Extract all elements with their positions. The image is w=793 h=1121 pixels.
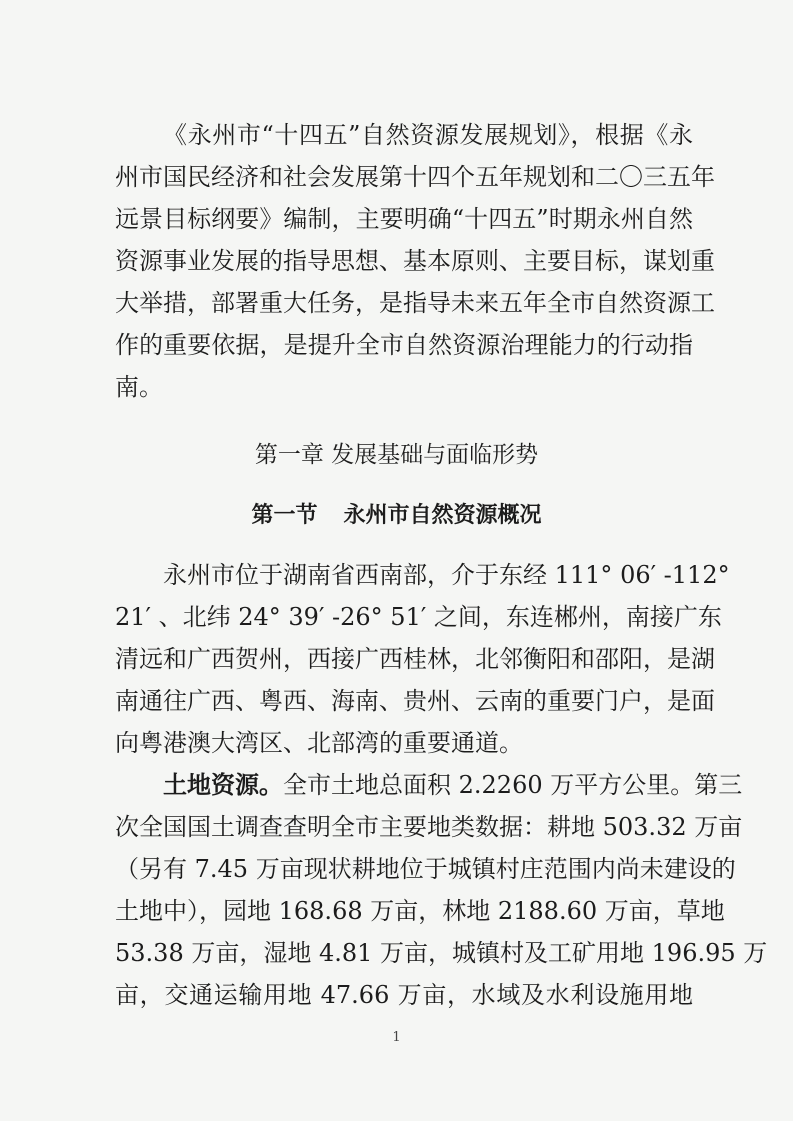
section-heading — [0, 500, 793, 530]
intro-line: 大举措，部署重大任务，是指导未来五年全市自然资源工 — [115, 289, 715, 317]
land-lead: 土地资源。 — [163, 770, 283, 799]
land-line: 亩，交通运输用地 47.66 万亩，水域及水利设施用地 — [115, 981, 693, 1009]
land-line: 53.38 万亩，湿地 4.81 万亩，城镇村及工矿用地 196.95 万 — [115, 939, 768, 967]
land-line: 次全国国土调查查明全市主要地类数据：耕地 503.32 万亩 — [115, 813, 743, 841]
land-line: （另有 7.45 万亩现状耕地位于城镇村庄范围内尚未建设的 — [115, 855, 736, 883]
section-title: 永州市自然资源概况 — [343, 502, 542, 528]
location-line: 向粤港澳大湾区、北部湾的重要通道。 — [115, 729, 523, 757]
intro-line: 作的重要依据，是提升全市自然资源治理能力的行动指 — [115, 331, 693, 359]
location-line: 21′ 、北纬 24° 39′ -26° 51′ 之间，东连郴州，南接广东 — [115, 603, 722, 631]
land-line-first — [163, 770, 743, 800]
intro-line: 南。 — [115, 373, 163, 401]
intro-line: 远景目标纲要》编制，主要明确“十四五”时期永州自然 — [115, 205, 693, 233]
intro-line: 资源事业发展的指导思想、基本原则、主要目标，谋划重 — [115, 247, 715, 275]
intro-line: 州市国民经济和社会发展第十四个五年规划和二〇三五年 — [115, 163, 715, 191]
section-number: 第一节 — [251, 502, 318, 528]
chapter-title: 第一章 发展基础与面临形势 — [254, 442, 539, 468]
location-line: 南通往广西、粤西、海南、贵州、云南的重要门户，是面 — [115, 687, 715, 715]
intro-line: 《永州市“十四五”自然资源发展规划》，根据《永 — [163, 121, 693, 149]
land-first-rest: 全市土地总面积 2.2260 万平方公里。第三 — [283, 771, 743, 799]
location-line: 清远和广西贺州，西接广西桂林，北邻衡阳和邵阳，是湖 — [115, 645, 715, 673]
location-line: 永州市位于湖南省西南部，介于东经 111° 06′ -112° — [163, 561, 730, 589]
land-line: 土地中），园地 168.68 万亩，林地 2188.60 万亩，草地 — [115, 897, 725, 925]
page-number: 1 — [392, 1030, 401, 1045]
